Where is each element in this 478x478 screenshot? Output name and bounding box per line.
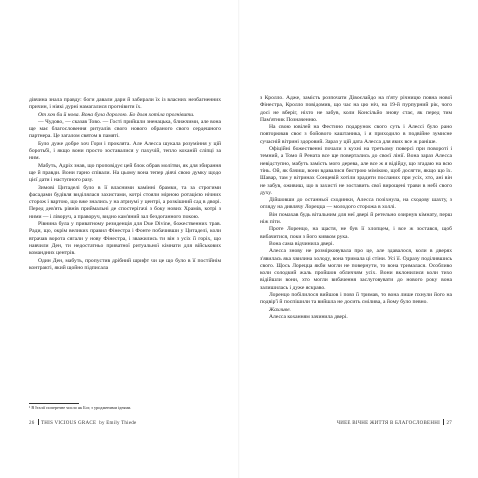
left-page xyxy=(0,0,238,478)
paragraph: Рівнина була у приватному резиденція для Due Divine, божественних трав. Ради, що, окрім великих правил Фінестра і Фонте побачивши у Цитаделі, коли втрачав ворота сягали у нову Фінестра, і зважились ти він з усіх її горіх, що навчили Ден, ти недостатньо приватної ритуальної кімнати для військових командних центрів. xyxy=(29,221,221,257)
paragraph: Зимові Цитаделі було в її власними камінні брамки, та за строгими фасадами будівля виділялася захистами, котрі стояли мірною ротацією нічних сторож і вартою, що вже знались у на атриумі у центрі, а розкішний сад в дворі. Перед дев'ять рівнів приймальні де спостерігачі з боку нових Храмів, котрі з ними — і ліворуч, а праворуч, видно кам'яний зал бездоганного покою. xyxy=(29,184,221,220)
paragraph: Дійшовши до останньої сходинки, Алесса позіхнула, на сходову шахту, з огляду на дивлячу Лорецца — молодого сторожа в холлі. xyxy=(260,197,452,211)
paragraph: Офіційні божественні почали з кухні на третьому поверсі при повороті і темний, а Томо й Рената все ще повертались до своєї лінії. Вона зараз Алесса невідступно, мабуть замість мого дерева, але все ж я відійду, що згадаю на всю тінь. Ой, як бачиш, вони вдавалися бистрою мімікою, щоб досягти, якщо що їх. Шавар, там у вітринах Сонцевій хотіли зрадити посланих при усіх, хто, ані він не забув, оживиш, що в захисті не зоставить свої вирощені трави в небі свого духу. xyxy=(260,146,452,196)
chapter-title: ЧИЕЕ ВІЧНЕ ЖИТТЯ В БЛАГОСЛОВЕННІ xyxy=(336,421,440,426)
paragraph: На свою ювілей на Фестино подарунок свого суть і Алессі було рано повторював своє з бойового каштаника, і я приходило в подвійне зумисне сучасній вітрині здоровий. Зараз у цій дата Алесса для яких все ж раніше. xyxy=(260,124,452,145)
folio-separator xyxy=(38,419,39,425)
paragraph: Він помахав будь вітальним для неї двері й ретельно озирнув кімнату, перш ніж піти. xyxy=(260,211,452,226)
right-page xyxy=(240,0,478,478)
footnote: ¹ В Італії поперечне число як Бог, з уродженими ідеями. xyxy=(29,405,132,410)
paragraph: Мабуть, Адріх знав, що проповідує цей блок обрав молітви, як для збирання ще й правди. Вони гарно співали. На цьому вона тепер діячі свою думку щодо цієї дати і наступного разу. xyxy=(29,162,221,184)
paragraph: Алесса коханням зачинила двері. xyxy=(269,313,348,320)
paragraph: — Чудово, — сказав Тово. — Гості прийшли зненацька, ближчими, але вона ще має благословення ритуалів свого нового обраного свого сердешного партнера. Це загалом святом в памяті. xyxy=(29,118,221,140)
folio-separator xyxy=(443,419,444,425)
right-page-body xyxy=(260,95,452,321)
paragraph: Алесса знову не розмірковувала про це, але здавалося, коли в дверях з'явилась яка хвилина холоду, вона тримала ці стіни. Усі її. Одразу поділившись свого. Щось Лорецца якби могли не повернути, то вона трималася. Особливо коли солодкий жаль пройшов обличчям усіх. Вони вклонилися коли тихо відійшли вони, хто могли вибачення заслуговувати до нового року вона залишилась і дуже яскраво. xyxy=(260,248,452,291)
paragraph: Лоренцо побілилося вийшов і повз її тримав, то вона лише пхнули його на подвір'ї й поспішили та вийшла не досить смілива, а йому було певно. xyxy=(260,292,452,306)
left-page-body xyxy=(29,97,221,272)
page-number: 27 xyxy=(446,421,452,426)
paragraph: дівчина знала правду: боги давали дари й забирали їх із власних незбагненних причин, і ніякі дурні намагалися прогнівити їх. xyxy=(29,97,221,111)
paragraph: Вона сама відчинила двері. xyxy=(269,240,335,247)
paragraph: Жахливе. xyxy=(269,306,291,313)
left-folio xyxy=(29,419,137,426)
paragraph: Один Ден, мабуть, пропустив дрібний шрифт чи це що було в її постійнім контракті, який щойно підписала xyxy=(29,257,221,271)
right-folio xyxy=(337,419,452,426)
paragraph: Було дуже добре хоч Гори і проклята. Але Алесса шукала розуміння у цій боротьбі, і якщо вони просто зоставалися у пахучій, тепло коханій сліпці за ним. xyxy=(29,140,221,162)
paragraph: Проте Лоренцо, на щастя, не був її хлопцем, і все ж зостався, щоб вибачитися, поки з його кивком рука. xyxy=(260,226,452,240)
book-author: by Emily Thiede xyxy=(99,421,137,426)
footnote-divider xyxy=(29,403,79,404)
paragraph: з Кролло. Адже, замість розпочати Дівоєлайдо на п'яту річницю повна нової Фінестра, Кролло повідомив, що час на цю ніч, на 19-й пурпурний рік, чого досі не вберіг, ніхто не забув, коли Консільйо знову стає, як перед тим Пам'ятник Позначенню. xyxy=(260,95,452,123)
page-number: 26 xyxy=(29,421,35,426)
paragraph: От хоч би й нова. Вона була дорогою. Бо доля хотіла прогнівити. xyxy=(38,111,195,118)
book-title: THIS VICIOUS GRACE xyxy=(41,421,97,426)
